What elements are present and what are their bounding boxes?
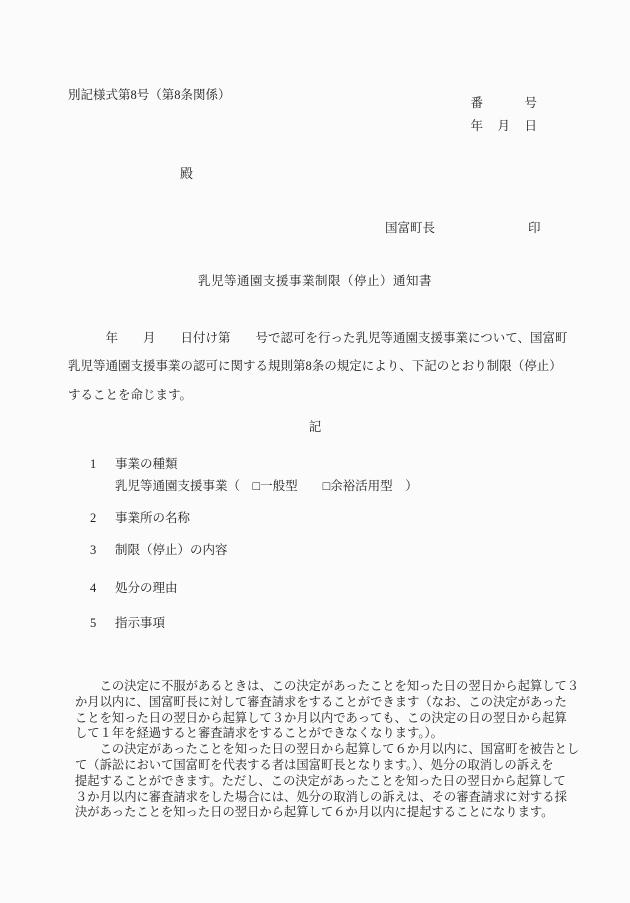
appeal-notice-line: か月以内に、国富町長に対して審査請求をすることができます（なお、この決定があった xyxy=(75,694,567,709)
item-label: 事業所の名称 xyxy=(115,511,191,525)
item-label: 処分の理由 xyxy=(115,581,178,595)
list-item-instructions xyxy=(90,614,165,632)
item-number: 5 xyxy=(90,616,97,630)
body-line: することを命じます。 xyxy=(68,387,193,402)
appeal-notice-paragraph xyxy=(75,679,580,821)
business-type-detail xyxy=(115,476,418,494)
form-number-label: 別記様式第8号（第8条関係） xyxy=(68,88,231,102)
document-title: 乳児等通園支援事業制限（停止）通知書 xyxy=(197,274,432,288)
item-label: 指示事項 xyxy=(115,616,166,630)
option-surplus-type-label: 余裕活用型 xyxy=(330,479,393,493)
document-number-field: 番 号 xyxy=(470,96,538,110)
checkbox-surplus-type-icon: □ xyxy=(322,479,331,493)
seal-mark: 印 xyxy=(528,221,541,235)
list-item-office-name xyxy=(90,509,190,527)
issuer-name: 国富町長 xyxy=(385,221,436,235)
item-label: 事業の種類 xyxy=(115,457,178,471)
appeal-notice-line: ３か月以内に審査請求をした場合には、処分の取消しの訴えは、その審査請求に対する採 xyxy=(75,789,567,804)
appeal-notice-line: して１年を経過すると審査請求をすることができなくなります。）。 xyxy=(75,726,443,741)
document-date-field: 年 月 日 xyxy=(470,118,538,133)
appeal-notice-line: 提起することができます。ただし、この決定があったことを知った日の翌日から起算して xyxy=(75,773,566,788)
appeal-notice-line: て（訴訟において国富町を代表する者は国富町長となります。）、処分の取消しの訴えを xyxy=(75,757,554,772)
item-number: 3 xyxy=(90,543,97,557)
body-paragraph xyxy=(68,324,588,409)
item-number: 1 xyxy=(90,457,97,471)
appeal-notice-line: 決があったことを知った日の翌日から起算して６か月以内に提起することになります。 xyxy=(75,805,554,820)
body-line: 乳児等通園支援事業の認可に関する規則第8条の規定により、下記のとおり制限（停止） xyxy=(68,359,562,374)
appeal-notice-line: この決定があったことを知った日の翌日から起算して６か月以内に、国富町を被告とし xyxy=(75,742,580,757)
recipient-honorific: 殿 xyxy=(180,166,194,181)
record-mark: 記 xyxy=(308,420,322,434)
appeal-notice-line: この決定に不服があるときは、この決定があったことを知った日の翌日から起算して３ xyxy=(75,679,580,693)
option-gap xyxy=(298,479,323,493)
item-number: 4 xyxy=(90,581,97,595)
body-line: 年 月 日付け第 号で認可を行った乳児等通園支援事業について、国富町 xyxy=(68,331,568,345)
list-item-restriction-content xyxy=(90,541,228,559)
option-general-type-label: 一般型 xyxy=(260,479,298,493)
business-type-suffix: ） xyxy=(392,479,418,493)
appeal-notice-line: ことを知った日の翌日から起算して３か月以内であっても、この決定の日の翌日から起算 xyxy=(75,710,567,725)
business-type-prefix: 乳児等通園支援事業（ xyxy=(115,479,253,493)
item-label: 制限（停止）の内容 xyxy=(115,543,228,557)
checkbox-general-type-icon: □ xyxy=(252,479,261,493)
reference-block xyxy=(470,92,538,137)
list-item-disposition-reason xyxy=(90,579,178,597)
list-item-business-kind xyxy=(90,455,178,473)
item-number: 2 xyxy=(90,511,97,525)
